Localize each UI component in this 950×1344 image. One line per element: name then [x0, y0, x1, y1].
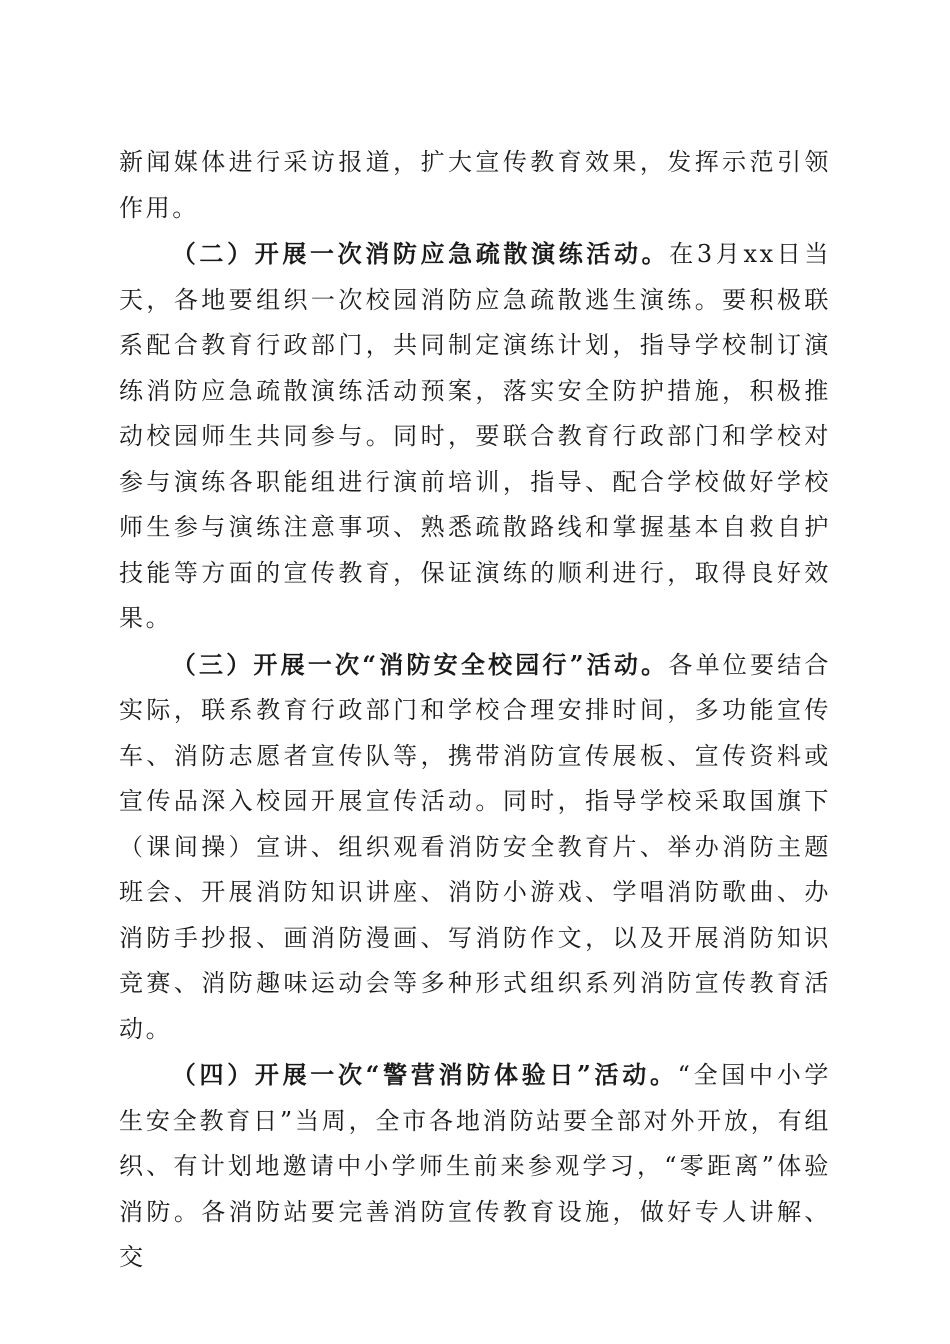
paragraph-section-4: [119, 1052, 831, 1281]
paragraph-section-3: [119, 642, 831, 1053]
document-body: [119, 140, 831, 1281]
paragraph-continuation: [119, 140, 831, 231]
paragraph-body: 新闻媒体进行采访报道，扩大宣传教育效果，发挥示范引领作用。: [119, 148, 831, 222]
section-heading: （四）开展一次“警营消防体验日”活动。: [171, 1060, 678, 1089]
paragraph-body: 在3月xx日当天，各地要组织一次校园消防应急疏散逃生演练。要积极联系配合教育行政部门，共同制定演练计划，指导学校制订演练消防应急疏散演练活动预案，落实安全防护措施，积极推动校园师生共同参与。同时，要联合教育行政部门和学校对参与演练各职能组进行演前培训，指导、配合学校做好学校师生参与演练注意事项、熟悉疏散路线和掌握基本自救自护技能等方面的宣传教育，保证演练的顺利进行，取得良好效果。: [119, 240, 831, 632]
paragraph-body: 各单位要结合实际，联系教育行政部门和学校合理安排时间，多功能宣传车、消防志愿者宣传队等，携带消防宣传展板、宣传资料或宣传品深入校园开展宣传活动。同时，指导学校采取国旗下（课间操）宣讲、组织观看消防安全教育片、举办消防主题班会、开展消防知识讲座、消防小游戏、学唱消防歌曲、办消防手抄报、画消防漫画、写消防作文，以及开展消防知识竞赛、消防趣味运动会等多种形式组织系列消防宣传教育活动。: [119, 650, 831, 1043]
section-heading: （二）开展一次消防应急疏散演练活动。: [171, 239, 670, 268]
paragraph-body: “全国中小学生安全教育日”当周，全市各地消防站要全部对外开放，有组织、有计划地邀请中小学师生前来参观学习，“零距离”体验消防。各消防站要完善消防宣传教育设施，做好专人讲解、交: [119, 1061, 831, 1271]
paragraph-section-2: [119, 231, 831, 642]
section-heading: （三）开展一次“消防安全校园行”活动。: [171, 649, 669, 679]
